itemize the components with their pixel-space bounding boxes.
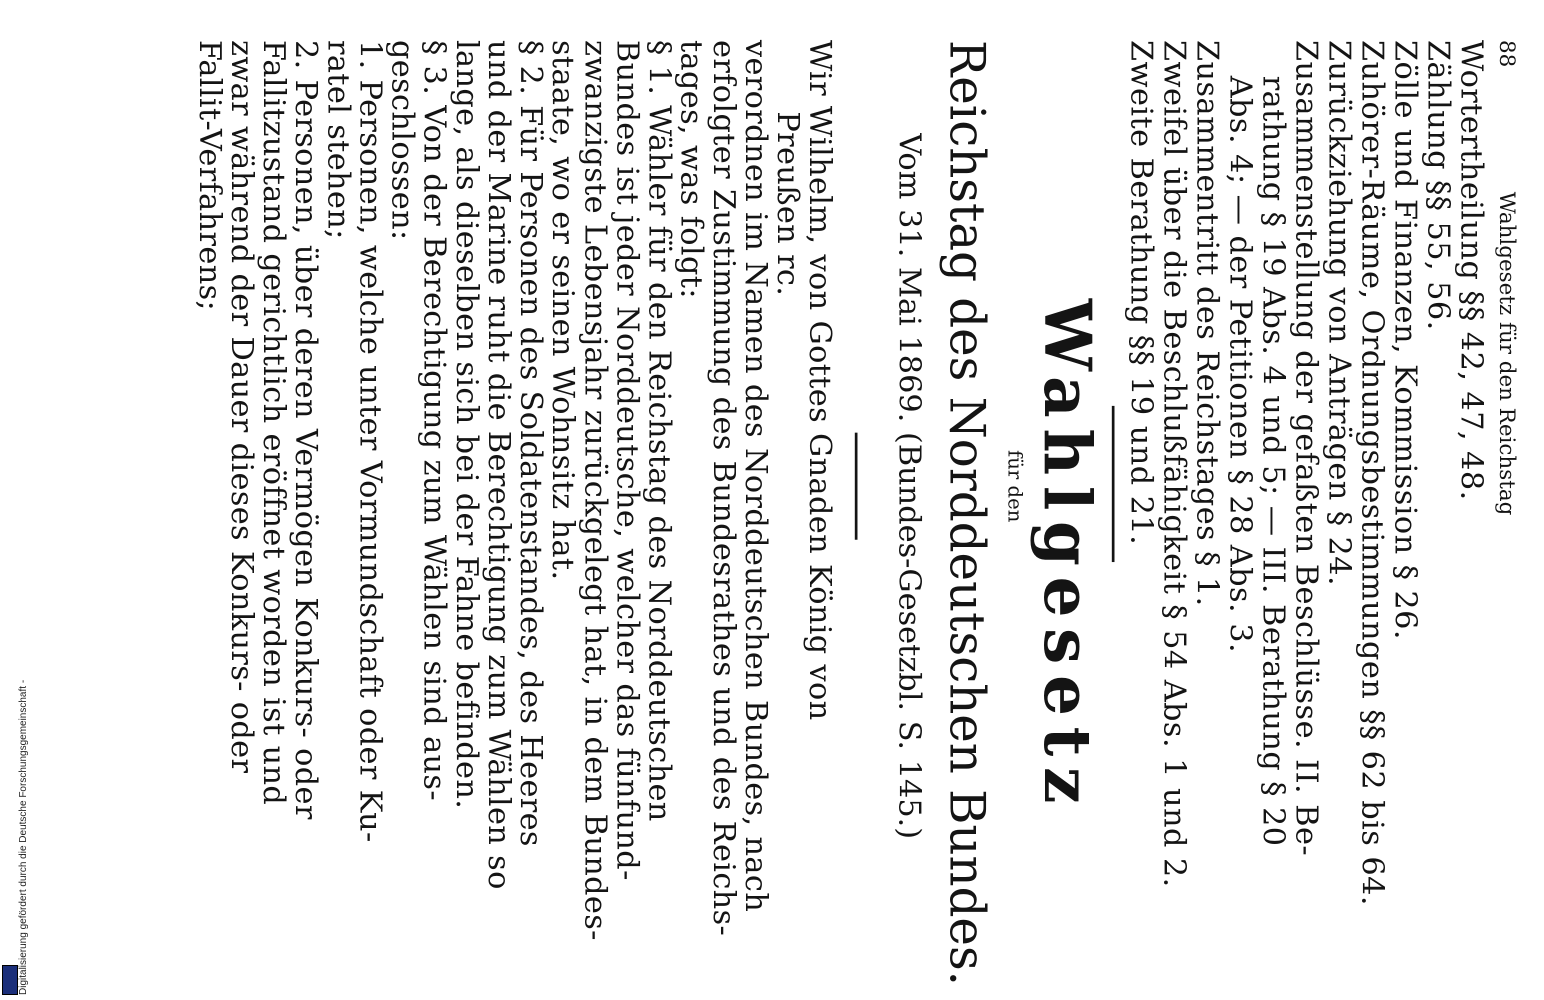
body-line: 2. Personen, über deren Vermögen Konkurs- oder <box>288 40 324 820</box>
law-subtitle: Reichstag des Norddeutschen Bundes. <box>938 40 995 987</box>
law-title: Wahlgesetz <box>1029 298 1106 815</box>
law-date: Vom 31. Mai 1869. (Bundes-Gesetzbl. S. 145.) <box>891 133 928 840</box>
body-line: Bundes ist jeder Norddeutsche, welcher das fünfund- <box>609 40 646 881</box>
body-line: ratel stehen; <box>320 40 356 240</box>
rotated-page <box>186 40 1525 987</box>
body-line: verordnen im Namen des Norddeutschen Bundes, nach <box>737 40 774 913</box>
dfg-logo <box>2 965 18 995</box>
index-line: Zusammenstellung der gefaßten Beschlüsse. II. Be- <box>1288 40 1325 857</box>
divider-rule <box>855 433 858 540</box>
body-line: tages, was folgt: <box>673 40 710 299</box>
index-line: Zählung §§ 55, 56. <box>1420 40 1457 331</box>
index-line: Zweite Berathung §§ 19 und 21. <box>1123 40 1160 546</box>
index-line: rathung § 19 Abs. 4 und 5; — III. Berathung § 20 <box>1255 75 1292 847</box>
body-line: Preußen rc. <box>770 111 806 297</box>
body-line: § 1. Wähler für den Reichstag des Norddeutschen <box>641 40 678 822</box>
body-line: Wir Wilhelm, von Gottes Gnaden König von <box>802 40 838 721</box>
running-title: Wahlgesetz für den Reichstag <box>1494 191 1520 516</box>
divider-rule <box>1112 406 1115 562</box>
body-line: geschlossen: <box>384 40 421 241</box>
index-line: Zusammentritt des Reichstages § 1. <box>1189 40 1226 607</box>
funding-note: Digitalisierung gefördert durch die Deutsche Forschungsgemeinschaft - <box>18 679 29 995</box>
body-line: lange, als dieselben sich bei der Fahne befinden. <box>448 40 485 810</box>
index-line: Abs. 4; — der Petitionen § 28 Abs. 3. <box>1222 75 1259 654</box>
body-line: 1. Personen, welche unter Vormundschaft oder Ku- <box>352 40 389 843</box>
page-number: 88 <box>1494 40 1520 68</box>
body-line: Fallitzustand gerichtlich eröffnet worden ist und <box>256 40 292 806</box>
index-line: Wortertheilung §§ 42, 47, 48. <box>1453 40 1490 501</box>
body-line: und der Marine ruht die Berechtigung zum Wählen so <box>480 40 517 890</box>
body-line: zwar während der Dauer dieses Konkurs- oder <box>223 40 260 774</box>
index-line: Zuhörer-Räume, Ordnungsbestimmungen §§ 62 bis 64. <box>1354 40 1391 907</box>
index-line: Zurückziehung von Anträgen § 24. <box>1321 40 1358 587</box>
body-line: staate, wo er seinen Wohnsitz hat. <box>545 40 581 581</box>
body-line: zwanzigste Lebensjahr zurückgelegt hat, in dem Bundes- <box>577 40 613 941</box>
body-line: § 2. Für Personen des Soldatenstandes, des Heeres <box>513 40 549 847</box>
body-line: erfolgter Zustimmung des Bundesrathes und des Reichs- <box>705 40 742 937</box>
body-line: § 3. Von der Berechtigung zum Wählen sind aus- <box>416 40 453 801</box>
index-line: Zweifel über die Beschlußfähigkeit § 54 Abs. 1 und 2. <box>1156 40 1193 888</box>
title-connector: für den <box>1002 450 1026 523</box>
index-line: Zölle und Finanzen, Kommission § 26. <box>1387 40 1424 641</box>
body-line: Fallit-Verfahrens; <box>191 40 228 312</box>
